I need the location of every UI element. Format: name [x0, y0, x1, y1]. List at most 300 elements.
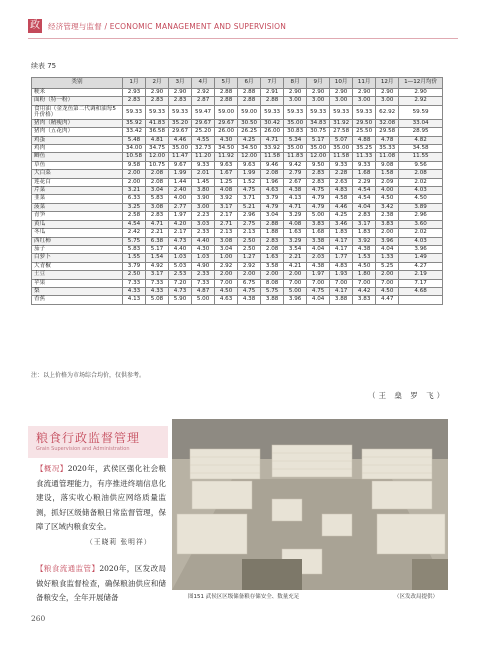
price-cell: 9.50 [307, 161, 330, 169]
price-cell: 2.08 [146, 170, 169, 178]
price-cell: 5.00 [307, 212, 330, 220]
price-cell: 3.04 [146, 187, 169, 195]
price-cell: 4.88 [353, 136, 376, 144]
price-cell: 2.88 [215, 89, 238, 97]
price-cell: 35.00 [307, 145, 330, 153]
price-cell: 5.83 [123, 245, 146, 253]
price-cell: 2.96 [238, 212, 261, 220]
price-cell: 4.27 [399, 262, 443, 270]
overview-text: 2020年，武侯区强化社会粮食流通管理能力，有序推进终端信息化建设，落实收心粮油供应网络质量监测，抓好区级储备粮日常监督管理，保障了区域内粮食安全。 [36, 464, 166, 531]
price-table [31, 77, 443, 305]
price-cell: 4.33 [146, 287, 169, 295]
price-cell: 9.56 [399, 161, 443, 169]
warehouse-photo [172, 419, 448, 590]
table-row [32, 245, 443, 253]
column-header: 11月 [353, 78, 376, 89]
price-cell: 2.77 [169, 203, 192, 211]
price-cell: 11.55 [399, 153, 443, 161]
price-cell: 3.08 [146, 203, 169, 211]
price-cell: 3.17 [215, 203, 238, 211]
price-cell: 2.83 [353, 212, 376, 220]
column-header: 7月 [261, 78, 284, 89]
price-cell: 3.04 [215, 245, 238, 253]
price-cell: 2.00 [238, 271, 261, 279]
price-cell: 4.50 [376, 287, 399, 295]
price-cell: 4.20 [169, 220, 192, 228]
row-label: 韭菜 [32, 195, 123, 203]
price-cell: 3.71 [238, 195, 261, 203]
price-cell: 4.83 [330, 262, 353, 270]
price-cell: 2.83 [123, 97, 146, 105]
row-label: 大青椒 [32, 262, 123, 270]
price-cell: 3.80 [192, 187, 215, 195]
price-cell: 5.34 [284, 136, 307, 144]
price-cell: 2.28 [330, 170, 353, 178]
price-cell: 3.00 [330, 97, 353, 105]
price-cell: 4.54 [353, 195, 376, 203]
price-cell: 1.27 [238, 254, 261, 262]
price-cell: 34.50 [238, 145, 261, 153]
column-header: 4月 [192, 78, 215, 89]
price-cell: 26.00 [261, 128, 284, 136]
price-cell: 4.04 [376, 245, 399, 253]
price-cell: 2.90 [399, 89, 443, 97]
header-title: 经济管理与监督 / ECONOMIC MANAGEMENT AND SUPERVISION [48, 21, 287, 31]
price-cell: 2.02 [399, 229, 443, 237]
price-cell: 29.67 [192, 119, 215, 127]
row-label: 鸡蛋 [32, 136, 123, 144]
price-cell: 2.00 [284, 271, 307, 279]
price-cell: 9.42 [284, 161, 307, 169]
price-cell: 9.33 [353, 161, 376, 169]
price-cell: 30.75 [307, 128, 330, 136]
price-cell: 4.79 [261, 203, 284, 211]
price-cell: 10.75 [146, 161, 169, 169]
price-cell: 30.83 [284, 128, 307, 136]
price-cell: 7.00 [284, 279, 307, 287]
price-cell: 33.04 [399, 119, 443, 127]
price-cell: 4.47 [376, 296, 399, 304]
price-cell: 11.92 [215, 153, 238, 161]
price-cell: 3.04 [261, 212, 284, 220]
price-cell: 2.91 [261, 89, 284, 97]
price-cell: 4.17 [330, 237, 353, 245]
price-cell: 2.03 [307, 254, 330, 262]
price-cell: 2.38 [376, 212, 399, 220]
price-cell: 2.87 [192, 97, 215, 105]
price-cell: 3.92 [215, 195, 238, 203]
price-cell: 3.88 [261, 296, 284, 304]
price-cell: 2.40 [169, 187, 192, 195]
price-cell: 3.29 [284, 237, 307, 245]
price-cell: 11.83 [284, 153, 307, 161]
column-header: 1—12月均价 [399, 78, 443, 89]
price-cell: 2.23 [192, 212, 215, 220]
price-cell: 1.96 [261, 178, 284, 186]
price-cell: 59.33 [284, 105, 307, 119]
price-cell: 3.96 [399, 245, 443, 253]
price-cell: 4.79 [307, 203, 330, 211]
row-label: 苹果 [32, 279, 123, 287]
price-cell: 2.50 [238, 245, 261, 253]
row-label: 西红柿 [32, 237, 123, 245]
warehouse-photo-illustration [172, 419, 448, 590]
price-cell: 3.42 [376, 203, 399, 211]
price-cell: 29.58 [376, 128, 399, 136]
price-cell: 4.30 [215, 136, 238, 144]
row-label: 菠菜 [32, 203, 123, 211]
price-cell: 4.50 [376, 195, 399, 203]
price-cell: 4.54 [123, 220, 146, 228]
price-cell: 1.54 [146, 254, 169, 262]
price-cell: 2.08 [399, 170, 443, 178]
price-cell: 9.46 [261, 161, 284, 169]
price-cell: 3.21 [123, 187, 146, 195]
price-cell: 7.00 [353, 279, 376, 287]
price-cell: 4.63 [215, 296, 238, 304]
price-cell: 11.08 [376, 153, 399, 161]
price-cell: 35.00 [284, 119, 307, 127]
price-cell: 4.03 [399, 187, 443, 195]
price-cell: 59.00 [215, 105, 238, 119]
column-header: 9月 [307, 78, 330, 89]
price-cell: 2.50 [123, 271, 146, 279]
row-label: 鸡肉 [32, 145, 123, 153]
price-cell: 2.83 [307, 170, 330, 178]
price-cell: 2.08 [146, 178, 169, 186]
price-cell: 35.00 [169, 145, 192, 153]
price-cell: 25.20 [192, 128, 215, 136]
overview-signature: （王晓莉 张明祥） [86, 538, 152, 546]
row-label: 茄子 [32, 245, 123, 253]
price-cell: 4.78 [376, 136, 399, 144]
price-cell [399, 296, 443, 304]
price-cell: 7.00 [376, 279, 399, 287]
price-cell: 2.88 [261, 220, 284, 228]
price-cell: 4.25 [238, 136, 261, 144]
price-cell: 31.92 [330, 119, 353, 127]
circulation-tag: 【粮食流通监管】 [36, 564, 100, 573]
price-cell: 1.00 [215, 254, 238, 262]
price-cell: 4.50 [353, 262, 376, 270]
price-cell: 6.38 [146, 237, 169, 245]
row-label: 草鱼 [32, 161, 123, 169]
price-cell: 1.97 [169, 212, 192, 220]
column-header: 5月 [215, 78, 238, 89]
price-cell: 34.58 [399, 145, 443, 153]
price-cell: 4.73 [169, 237, 192, 245]
row-label: 大白菜 [32, 170, 123, 178]
price-cell: 4.13 [123, 296, 146, 304]
price-cell: 7.33 [192, 279, 215, 287]
circulation-text: 2020年，区发改局做好粮食监督检查，确保粮油供应和储备粮安全，全年开展储备 [36, 564, 166, 602]
price-cell: 2.00 [123, 178, 146, 186]
price-cell: 4.90 [192, 262, 215, 270]
table-row [32, 187, 443, 195]
price-cell: 4.38 [307, 262, 330, 270]
column-header: 1月 [123, 78, 146, 89]
price-cell: 34.00 [123, 145, 146, 153]
price-cell: 9.33 [192, 161, 215, 169]
price-cell: 4.04 [353, 203, 376, 211]
price-cell: 29.67 [169, 128, 192, 136]
price-cell: 2.53 [169, 271, 192, 279]
price-cell: 6.75 [238, 279, 261, 287]
price-cell: 3.88 [330, 296, 353, 304]
price-cell: 5.21 [238, 203, 261, 211]
price-cell: 5.48 [123, 136, 146, 144]
price-cell: 35.92 [123, 119, 146, 127]
column-header: 8月 [284, 78, 307, 89]
price-cell: 4.79 [307, 195, 330, 203]
price-cell: 2.08 [261, 170, 284, 178]
page-number: 260 [31, 614, 46, 623]
price-cell: 4.71 [261, 136, 284, 144]
price-cell: 3.79 [123, 262, 146, 270]
price-cell: 35.20 [169, 119, 192, 127]
price-cell: 4.42 [353, 287, 376, 295]
price-cell: 4.08 [284, 220, 307, 228]
column-header: 6月 [238, 78, 261, 89]
price-cell: 27.58 [330, 128, 353, 136]
price-cell: 2.33 [192, 271, 215, 279]
price-cell: 29.67 [215, 119, 238, 127]
price-cell: 32.08 [376, 119, 399, 127]
price-cell: 1.83 [330, 229, 353, 237]
price-cell: 2.75 [238, 220, 261, 228]
price-cell: 34.75 [146, 145, 169, 153]
price-cell: 2.83 [169, 97, 192, 105]
price-cell: 1.25 [215, 178, 238, 186]
price-cell: 5.17 [146, 245, 169, 253]
price-cell: 12.00 [146, 153, 169, 161]
column-header: 3月 [169, 78, 192, 89]
price-cell: 4.38 [238, 296, 261, 304]
price-cell: 3.17 [146, 271, 169, 279]
price-cell: 1.77 [330, 254, 353, 262]
column-header: 12月 [376, 78, 399, 89]
price-cell: 9.58 [123, 161, 146, 169]
price-cell: 41.83 [146, 119, 169, 127]
price-cell: 35.33 [376, 145, 399, 153]
price-cell: 2.21 [284, 254, 307, 262]
price-cell: 59.47 [192, 105, 215, 119]
price-cell: 2.09 [376, 178, 399, 186]
table-row [32, 237, 443, 245]
price-cell: 33.92 [261, 145, 284, 153]
price-cell: 5.00 [284, 287, 307, 295]
price-cell: 4.30 [192, 245, 215, 253]
price-cell: 11.58 [261, 153, 284, 161]
price-cell: 2.01 [192, 170, 215, 178]
price-cell: 59.33 [123, 105, 146, 119]
section-logo-icon: 政 [30, 20, 40, 31]
row-label: 冬瓜 [32, 229, 123, 237]
price-cell: 59.33 [353, 105, 376, 119]
price-cell: 32.73 [192, 145, 215, 153]
price-cell: 2.00 [376, 271, 399, 279]
price-cell: 1.68 [353, 170, 376, 178]
price-cell: 3.83 [307, 220, 330, 228]
price-cell: 30.50 [238, 119, 261, 127]
price-cell: 4.08 [215, 187, 238, 195]
price-cell: 4.83 [330, 187, 353, 195]
table-row [32, 195, 443, 203]
price-cell: 25.50 [353, 128, 376, 136]
row-label: 莲花白 [32, 178, 123, 186]
price-cell: 2.88 [238, 89, 261, 97]
price-cell: 4.46 [330, 203, 353, 211]
price-cell: 2.17 [169, 229, 192, 237]
price-cell: 2.93 [123, 89, 146, 97]
table-row [32, 89, 443, 97]
price-cell: 2.58 [123, 212, 146, 220]
table-row [32, 170, 443, 178]
table-row [32, 271, 443, 279]
price-cell: 1.63 [284, 229, 307, 237]
price-cell: 2.02 [399, 178, 443, 186]
row-label: 面粉（特一粉） [32, 97, 123, 105]
table-row [32, 296, 443, 304]
price-cell: 4.71 [146, 220, 169, 228]
table-body [32, 89, 443, 305]
price-cell: 59.33 [146, 105, 169, 119]
table-row [32, 220, 443, 228]
price-cell: 2.90 [146, 89, 169, 97]
table-row [32, 212, 443, 220]
table-row [32, 178, 443, 186]
price-cell: 11.33 [353, 153, 376, 161]
price-cell: 1.88 [261, 229, 284, 237]
overview-tag: 【概况】 [36, 464, 68, 473]
price-cell: 4.40 [192, 237, 215, 245]
price-cell: 9.08 [376, 161, 399, 169]
row-label: 白萝卜 [32, 254, 123, 262]
price-cell: 4.63 [261, 187, 284, 195]
price-cell: 4.40 [169, 245, 192, 253]
price-cell: 2.00 [215, 271, 238, 279]
price-cell: 9.63 [215, 161, 238, 169]
price-cell: 30.42 [261, 119, 284, 127]
price-cell: 2.79 [284, 170, 307, 178]
price-cell: 5.90 [169, 296, 192, 304]
price-cell: 4.55 [192, 136, 215, 144]
price-cell: 2.83 [261, 237, 284, 245]
price-cell: 34.83 [307, 119, 330, 127]
price-cell: 4.58 [330, 195, 353, 203]
price-cell: 1.55 [123, 254, 146, 262]
price-cell: 3.29 [284, 212, 307, 220]
price-cell: 2.90 [307, 89, 330, 97]
table-caption: 续表 75 [31, 62, 57, 70]
price-cell: 4.92 [146, 262, 169, 270]
price-cell: 6.33 [123, 195, 146, 203]
row-label: 香蕉 [32, 296, 123, 304]
price-cell: 5.17 [307, 136, 330, 144]
price-cell: 1.44 [169, 178, 192, 186]
table-row [32, 287, 443, 295]
author-signature: （王 燊 罗 飞） [368, 391, 448, 400]
table-header [32, 78, 443, 89]
price-cell: 5.25 [376, 262, 399, 270]
column-header: 类别 [32, 78, 123, 89]
table-row [32, 97, 443, 105]
price-cell: 26.00 [215, 128, 238, 136]
price-cell: 5.83 [146, 195, 169, 203]
price-cell: 10.58 [123, 153, 146, 161]
price-cell: 2.92 [215, 262, 238, 270]
price-cell: 1.83 [353, 229, 376, 237]
price-cell: 7.20 [169, 279, 192, 287]
price-cell: 7.33 [146, 279, 169, 287]
table-row [32, 161, 443, 169]
price-cell: 62.92 [376, 105, 399, 119]
price-cell: 2.90 [169, 89, 192, 97]
price-cell: 4.03 [399, 237, 443, 245]
price-cell: 9.67 [169, 161, 192, 169]
price-cell: 59.33 [330, 105, 353, 119]
overview-paragraph [36, 462, 166, 535]
price-cell: 2.92 [238, 262, 261, 270]
price-cell: 3.90 [192, 195, 215, 203]
price-cell: 1.03 [169, 254, 192, 262]
price-cell: 3.92 [353, 237, 376, 245]
price-cell: 3.00 [376, 97, 399, 105]
price-cell: 4.33 [123, 287, 146, 295]
price-cell: 2.00 [261, 271, 284, 279]
price-cell: 36.58 [146, 128, 169, 136]
table-row [32, 203, 443, 211]
price-cell: 59.59 [399, 105, 443, 119]
row-label: 芹菜 [32, 187, 123, 195]
price-cell: 7.00 [215, 279, 238, 287]
table-note: 注：以上价格为市场综合均价，仅供参考。 [31, 372, 146, 379]
price-cell: 2.71 [215, 220, 238, 228]
price-cell: 4.75 [238, 287, 261, 295]
table-row [32, 262, 443, 270]
row-label: 猪肉（精瘦肉） [32, 119, 123, 127]
price-cell: 7.00 [330, 279, 353, 287]
price-cell: 4.54 [353, 187, 376, 195]
price-cell: 4.50 [215, 287, 238, 295]
price-cell: 5.03 [169, 262, 192, 270]
price-cell: 35.25 [353, 145, 376, 153]
price-cell: 1.63 [261, 254, 284, 262]
price-cell: 2.92 [192, 89, 215, 97]
price-cell: 4.04 [307, 245, 330, 253]
price-cell: 12.00 [307, 153, 330, 161]
price-cell: 2.88 [215, 97, 238, 105]
price-cell: 2.17 [215, 212, 238, 220]
price-cell: 2.92 [399, 97, 443, 105]
price-cell: 3.00 [192, 203, 215, 211]
price-cell: 35.00 [284, 145, 307, 153]
price-cell: 3.38 [307, 237, 330, 245]
price-cell: 59.33 [169, 105, 192, 119]
price-cell: 9.63 [238, 161, 261, 169]
price-cell: 2.42 [123, 229, 146, 237]
price-cell: 2.19 [399, 271, 443, 279]
price-cell: 3.96 [284, 296, 307, 304]
price-cell: 4.81 [146, 136, 169, 144]
price-cell: 59.33 [307, 105, 330, 119]
price-cell: 7.00 [307, 279, 330, 287]
price-cell: 9.33 [330, 161, 353, 169]
price-cell: 5.00 [192, 296, 215, 304]
price-cell: 11.47 [169, 153, 192, 161]
price-cell: 2.83 [146, 212, 169, 220]
price-cell: 11.20 [192, 153, 215, 161]
